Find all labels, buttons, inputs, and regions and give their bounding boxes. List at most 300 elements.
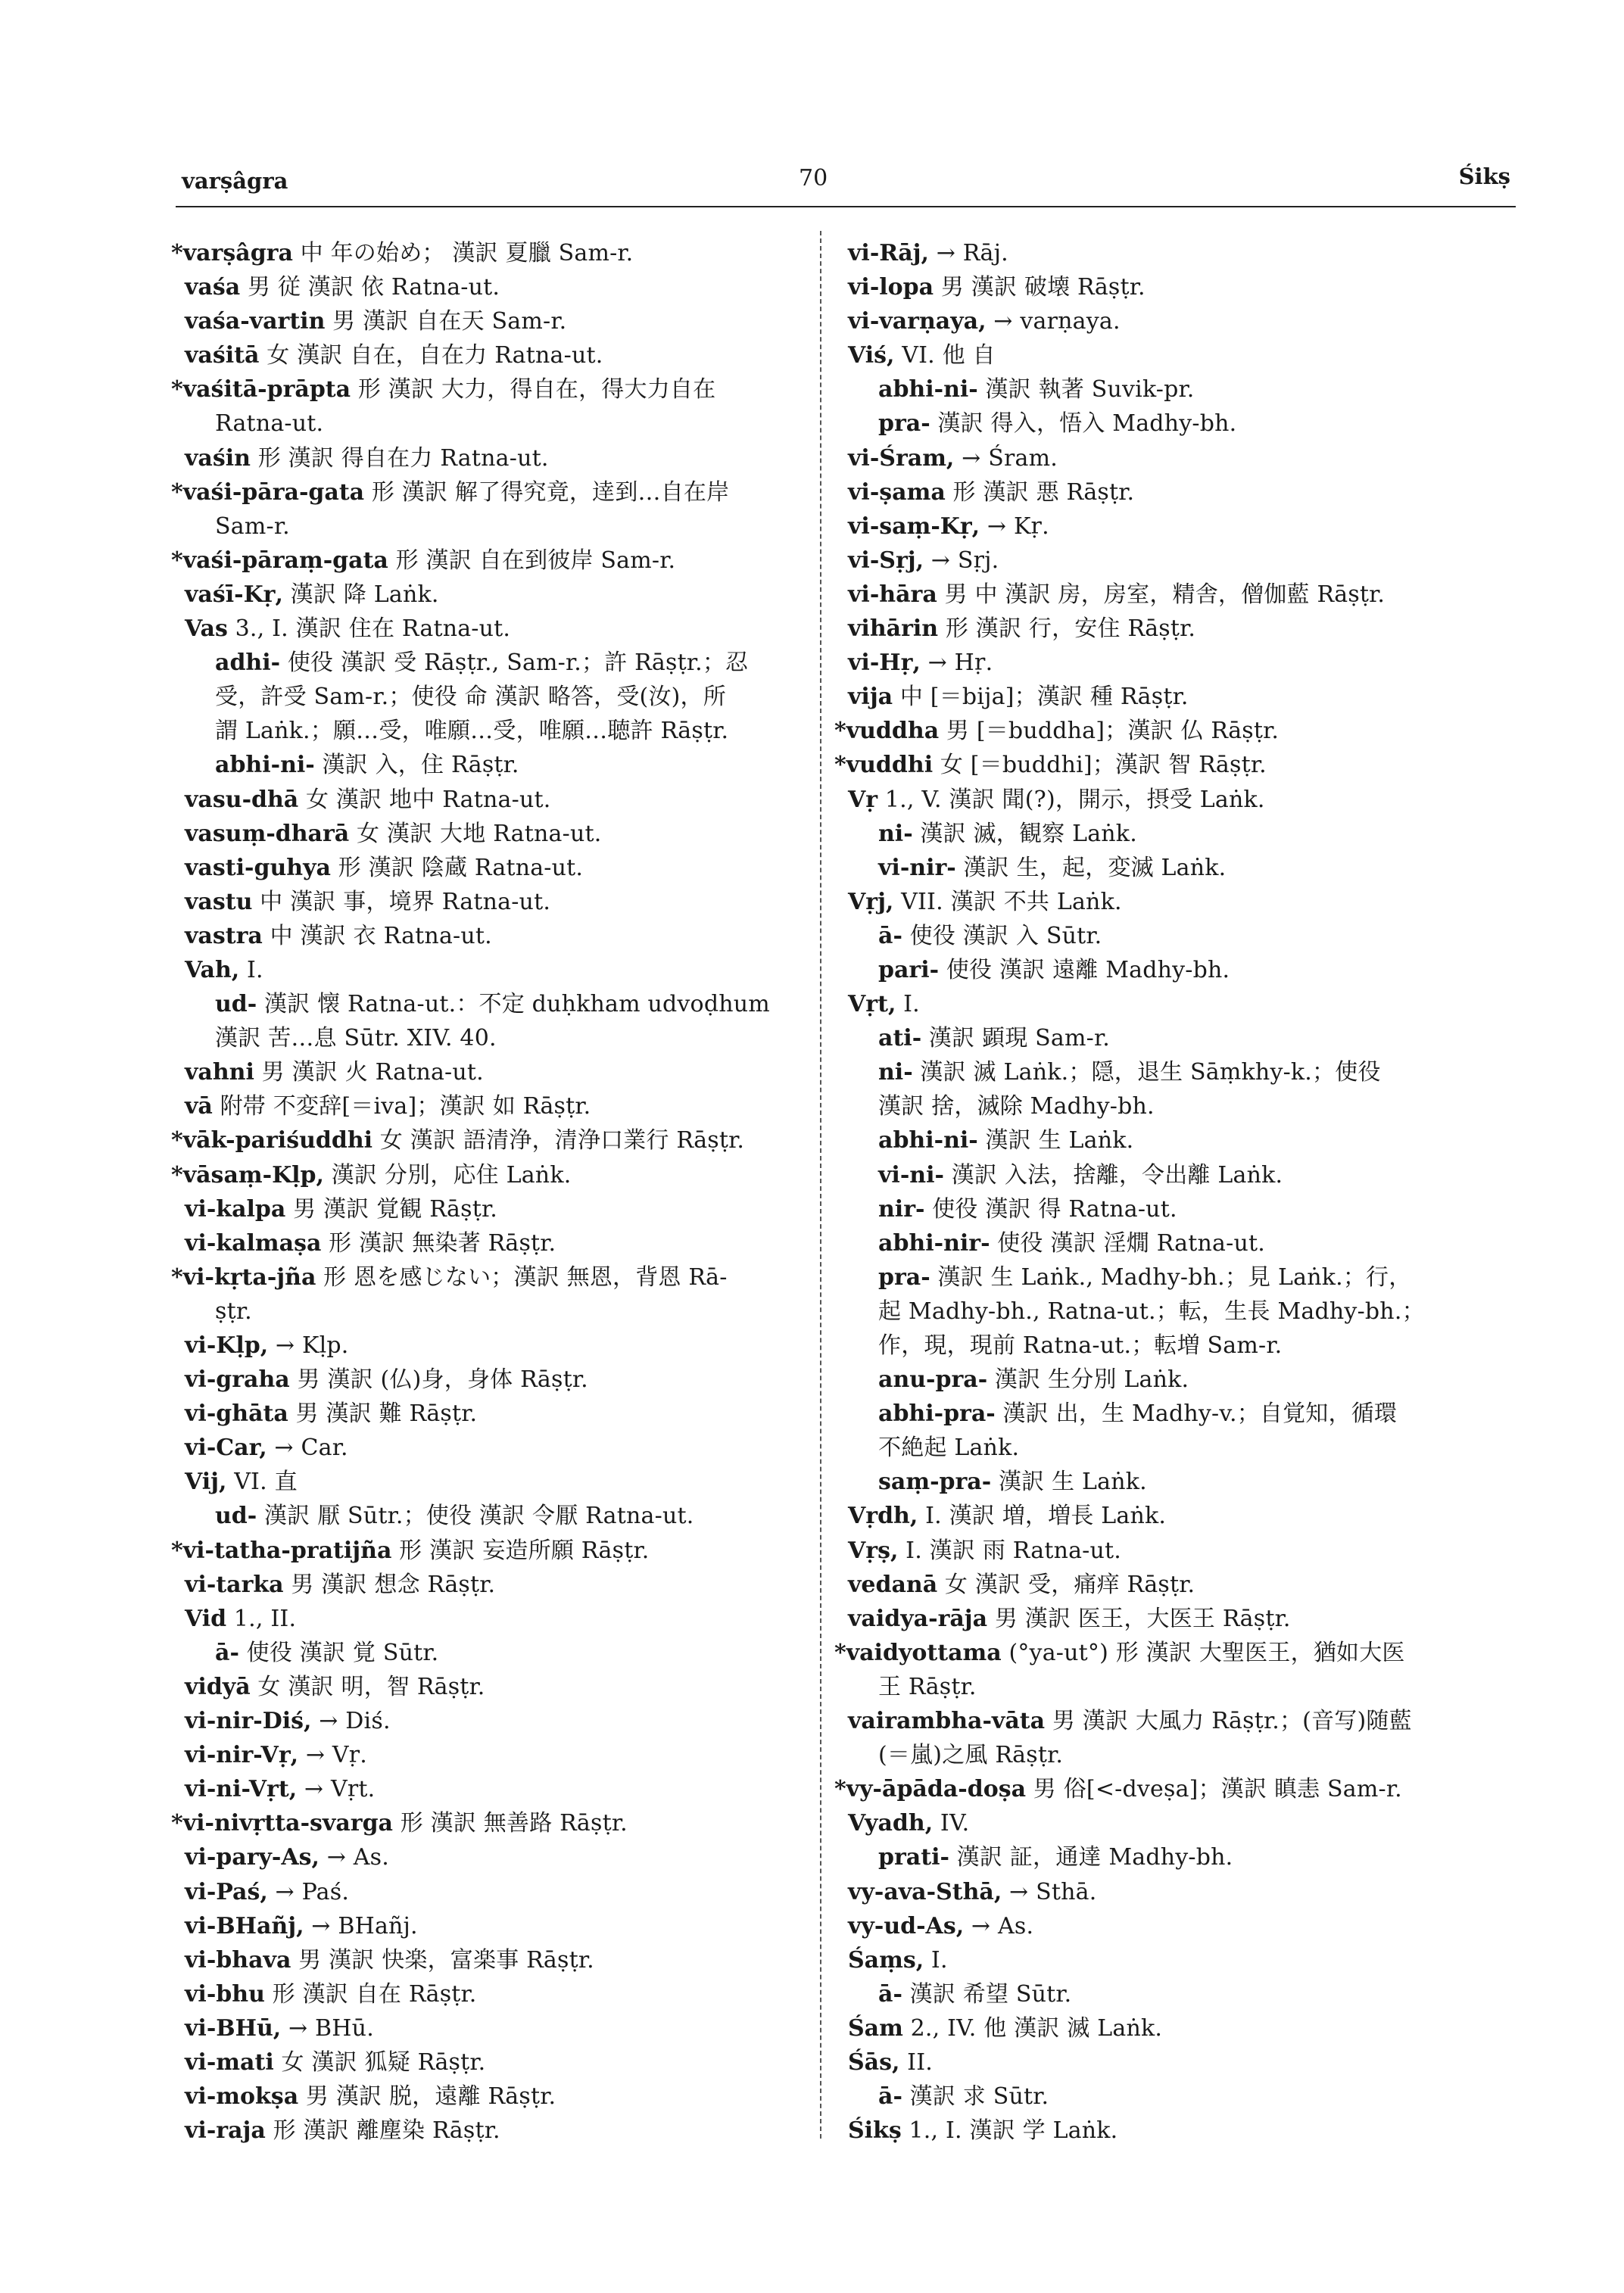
entry-headword: ud-: [215, 991, 257, 1018]
entry-definition: 漢訳 生 Laṅk.: [991, 1469, 1147, 1496]
entry-headword: vedanā: [848, 1571, 938, 1598]
entry-headword: *vaśi-pāra-gata: [171, 478, 365, 506]
entry-definition: 男 [＝buddha]；漢訳 仏 Rāṣṭr.: [939, 718, 1280, 745]
entry-line: [834, 1840, 1485, 1874]
entry-line: [171, 1294, 800, 1329]
entry-line: [834, 304, 1485, 338]
entry-headword: vi-pary-As,: [185, 1844, 320, 1871]
entry-definition: 形 恩を感じない；漢訳 無恩，背恩 Rā-: [316, 1263, 728, 1291]
entry-headword: vi-Śram,: [848, 444, 955, 472]
entry-definition: ṣṭr.: [215, 1298, 252, 1325]
entry-line: [834, 1397, 1485, 1431]
entry-line: [834, 2045, 1485, 2080]
entry-headword: nir-: [878, 1195, 925, 1223]
entry-definition: → As.: [964, 1912, 1034, 1939]
entry-line: [834, 2114, 1485, 2148]
entry-definition: 女 漢訳 狐疑 Rāṣṭr.: [273, 2048, 486, 2076]
entry-headword: abhi-ni-: [215, 752, 315, 779]
entry-line: [834, 1704, 1485, 1738]
entry-definition: 形 漢訳 自在 Rāṣṭr.: [264, 1980, 477, 2008]
entry-definition: 形 漢訳 離塵染 Rāṣṭr.: [265, 2117, 500, 2145]
entry-line: [171, 1636, 800, 1670]
entry-definition: 受，許受 Sam-r.；使役 命 漢訳 略答，受(汝)，所: [215, 684, 726, 711]
entry-definition: 漢訳 滅，観察 Laṅk.: [912, 820, 1137, 847]
entry-definition: 中 年の始め； 漢訳 夏臘 Sam-r.: [292, 240, 634, 266]
entry-definition: → Diś.: [311, 1708, 391, 1735]
entry-definition: 漢訳 捨，滅除 Madhy-bh.: [878, 1093, 1155, 1120]
entry-line: [171, 1431, 800, 1465]
entry-headword: abhi-nir-: [878, 1229, 990, 1257]
entry-definition: II.: [899, 2048, 934, 2076]
entry-definition: 漢訳 入法，捨離，令出離 Laṅk.: [943, 1161, 1283, 1189]
entry-line: [834, 1260, 1485, 1294]
entry-headword: vi-lopa: [848, 274, 934, 301]
entry-definition: 漢訳 懐 Ratna-ut.：不定 duḥkham udvoḍhum: [257, 991, 770, 1018]
entry-definition: 使役 漢訳 受 Rāṣṭr., Sam-r.；許 Rāṣṭr.；忍: [280, 650, 749, 677]
column-divider: [820, 231, 821, 2139]
entry-line: [171, 2080, 800, 2114]
entry-definition: 漢訳 執著 Suvik-pr.: [977, 376, 1195, 403]
entry-line: [171, 1465, 800, 1499]
entry-definition: 漢訳 生 Laṅk., Madhy-bh.；見 Laṅk.；行，: [930, 1263, 1412, 1291]
entry-definition: VII. 漢訳 不共 Laṅk.: [893, 888, 1122, 915]
entry-line: [171, 783, 800, 817]
entry-headword: vastu: [185, 888, 253, 915]
entry-line: [834, 236, 1485, 270]
entry-headword: Vas: [185, 615, 228, 643]
entry-definition: 漢訳 苦…息 Sūtr. XIV. 40.: [215, 1025, 497, 1052]
entry-headword: ā-: [215, 1639, 239, 1666]
entry-definition: 附帯 不変辞[＝iva]；漢訳 如 Rāṣṭr.: [212, 1093, 591, 1120]
entry-line: [834, 1363, 1485, 1397]
entry-headword: vi-Paś,: [185, 1878, 268, 1905]
entry-headword: ud-: [215, 1503, 257, 1530]
entry-headword: vaidya-rāja: [848, 1605, 988, 1632]
entry-headword: Vyadh,: [848, 1810, 934, 1837]
entry-headword: vi-ni-Vṛt,: [185, 1776, 298, 1803]
entry-headword: vasu-dhā: [185, 786, 299, 813]
entry-headword: vi-ṣama: [848, 478, 946, 506]
entry-line: [171, 372, 800, 407]
entry-definition: 形 漢訳 得自在力 Ratna-ut.: [250, 444, 549, 472]
entry-definition: 漢訳 求 Sūtr.: [902, 2083, 1049, 2111]
entry-line: [171, 1499, 800, 1533]
entry-line: [171, 885, 800, 919]
entry-definition: 1., V. 漢訳 聞(?)，開示，摂受 Laṅk.: [877, 786, 1265, 813]
entry-line: [171, 1534, 800, 1568]
entry-definition: 漢訳 生分別 Laṅk.: [987, 1366, 1189, 1394]
entry-headword: vastra: [185, 922, 263, 949]
entry-definition: 男 俗[<-dveṣa]；漢訳 瞋恚 Sam-r.: [1026, 1776, 1402, 1803]
entry-line: [834, 1123, 1485, 1157]
entry-definition: I. 漢訳 雨 Ratna-ut.: [898, 1537, 1122, 1564]
entry-definition: 3., I. 漢訳 住在 Ratna-ut.: [227, 615, 511, 643]
entry-line: [171, 817, 800, 851]
entry-headword: Vah,: [185, 956, 240, 983]
entry-definition: 形 漢訳 行，安住 Rāṣṭr.: [938, 615, 1196, 643]
entry-line: [834, 1499, 1485, 1533]
entry-headword: vasuṃ-dharā: [185, 820, 350, 847]
entry-line: [171, 714, 800, 748]
entry-definition: → Śram.: [954, 444, 1058, 472]
entry-definition: → Kḷp.: [268, 1332, 349, 1359]
entry-line: [834, 407, 1485, 441]
entry-line: [171, 2114, 800, 2148]
entry-definition: 女 [＝buddhi]；漢訳 智 Rāṣṭr.: [933, 752, 1267, 779]
entry-definition: 男 漢訳 (仏)身，身体 Rāṣṭr.: [289, 1366, 588, 1394]
entry-line: [834, 1772, 1485, 1806]
entry-definition: 漢訳 得入，悟入 Madhy-bh.: [930, 410, 1237, 438]
entry-line: [171, 1260, 800, 1294]
entry-definition: 漢訳 出，生 Madhy-v.；自覚知，循環: [995, 1400, 1398, 1428]
entry-headword: *vy-āpāda-doṣa: [834, 1776, 1027, 1803]
entry-line: [834, 1021, 1485, 1055]
entry-headword: *varṣâgra: [171, 240, 293, 266]
entry-definition: 漢訳 滅 Laṅk.；隠，退生 Sāṃkhy-k.；使役: [912, 1059, 1381, 1086]
entry-definition: 漢訳 降 Laṅk.: [282, 581, 439, 608]
entry-line: [834, 1670, 1485, 1704]
entry-line: [834, 851, 1485, 885]
entry-definition: I. 漢訳 増，増長 Laṅk.: [918, 1503, 1167, 1530]
entry-definition: 不絶起 Laṅk.: [878, 1435, 1020, 1462]
entry-line: [171, 1840, 800, 1874]
entry-headword: abhi-pra-: [878, 1400, 996, 1428]
entry-line: [171, 407, 800, 441]
entry-line: [834, 885, 1485, 919]
entry-headword: Vṛ: [848, 786, 878, 813]
entry-headword: vi-hāra: [848, 581, 937, 608]
entry-headword: prati-: [878, 1844, 949, 1871]
entry-definition: I.: [896, 991, 920, 1018]
entry-line: [171, 851, 800, 885]
entry-line: [834, 1534, 1485, 1568]
entry-line: [171, 2011, 800, 2045]
entry-line: [171, 1602, 800, 1636]
entry-definition: 起 Madhy-bh., Ratna-ut.；転，生長 Madhy-bh.；: [878, 1298, 1425, 1325]
entry-headword: vi-Car,: [185, 1435, 267, 1462]
entry-headword: vairambha-vāta: [848, 1708, 1046, 1735]
entry-line: [171, 1226, 800, 1260]
entry-definition: 男 漢訳 難 Rāṣṭr.: [288, 1400, 478, 1428]
entry-definition: Sam-r.: [215, 512, 290, 540]
entry-definition: 謂 Laṅk.；願…受，唯願…受，唯願…聴許 Rāṣṭr.: [215, 718, 729, 745]
entry-headword: vi-ghāta: [185, 1400, 288, 1428]
entry-line: [834, 1226, 1485, 1260]
entry-definition: → Vṛt.: [297, 1776, 376, 1803]
entry-definition: 中 [＝bija]；漢訳 種 Rāṣṭr.: [893, 684, 1189, 711]
entry-line: [834, 919, 1485, 953]
entry-line: [834, 1294, 1485, 1329]
entry-line: [834, 1636, 1485, 1670]
entry-headword: Vṛṣ,: [848, 1537, 899, 1564]
entry-headword: Śikṣ: [848, 2117, 902, 2145]
entry-headword: vi-ni-: [878, 1161, 944, 1189]
entry-headword: abhi-ni-: [878, 376, 978, 403]
entry-headword: Śās,: [848, 2048, 900, 2076]
entry-definition: 形 漢訳 大力，得自在，得大力自在: [351, 376, 716, 403]
entry-definition: → Kṛ.: [980, 512, 1049, 540]
entry-line: [834, 509, 1485, 544]
entry-headword: *vuddha: [834, 718, 940, 745]
entry-definition: 王 Rāṣṭr.: [878, 1673, 977, 1700]
entry-headword: Viś,: [848, 342, 895, 369]
entry-line: [834, 2011, 1485, 2045]
entry-definition: 形 漢訳 自在到彼岸 Sam-r.: [388, 547, 676, 574]
entry-headword: ati-: [878, 1025, 922, 1052]
entry-definition: 2., IV. 他 漢訳 滅 Laṅk.: [902, 2014, 1163, 2042]
entry-headword: vahni: [185, 1059, 254, 1086]
entry-definition: 女 漢訳 明，智 Rāṣṭr.: [250, 1673, 485, 1700]
entry-headword: vi-Hṛ,: [848, 650, 921, 677]
entry-headword: vaśī-Kṛ,: [185, 581, 283, 608]
entry-definition: 女 漢訳 自在，自在力 Ratna-ut.: [259, 342, 603, 369]
entry-line: [834, 680, 1485, 714]
entry-headword: Vij,: [185, 1469, 227, 1496]
entry-headword: ā-: [878, 1980, 902, 2008]
entry-headword: Śaṃs,: [848, 1946, 924, 1974]
entry-definition: IV.: [933, 1810, 970, 1837]
entry-headword: *vaśi-pāraṃ-gata: [171, 547, 388, 574]
header-rule: [176, 206, 1516, 207]
entry-definition: 形 漢訳 無染著 Rāṣṭr.: [321, 1229, 556, 1257]
entry-definition: 形 漢訳 解了得究竟，逹到…自在岸: [364, 478, 730, 506]
entry-line: [834, 1568, 1485, 1602]
entry-headword: ni-: [878, 1059, 913, 1086]
entry-line: [171, 748, 800, 782]
entry-definition: 中 漢訳 事，境界 Ratna-ut.: [252, 888, 551, 915]
entry-definition: → As.: [320, 1844, 390, 1871]
entry-headword: *vi-tatha-pratijña: [171, 1537, 392, 1564]
entry-definition: 男 漢訳 覚観 Rāṣṭr.: [285, 1195, 497, 1223]
entry-line: [171, 1909, 800, 1943]
entry-line: [834, 1943, 1485, 1977]
entry-definition: 男 漢訳 火 Ratna-ut.: [254, 1059, 484, 1086]
entry-headword: *vi-nivṛtta-svarga: [171, 1810, 393, 1837]
entry-definition: 形 漢訳 無善路 Rāṣṭr.: [393, 1810, 628, 1837]
entry-headword: vidyā: [185, 1673, 251, 1700]
entry-headword: vaśin: [185, 444, 251, 472]
entry-headword: adhi-: [215, 650, 281, 677]
entry-definition: 女 漢訳 地中 Ratna-ut.: [298, 786, 551, 813]
entry-line: [171, 441, 800, 475]
entry-line: [171, 544, 800, 578]
entry-line: [171, 646, 800, 680]
entry-headword: vi-BHañj,: [185, 1912, 304, 1939]
entry-line: [171, 1158, 800, 1192]
entry-definition: 男 漢訳 想念 Rāṣṭr.: [283, 1571, 496, 1598]
entry-line: [834, 1329, 1485, 1363]
entry-definition: 男 漢訳 快楽，富楽事 Rāṣṭr.: [291, 1946, 594, 1974]
entry-definition: 作，現，現前 Ratna-ut.；転増 Sam-r.: [878, 1332, 1283, 1359]
entry-definition: 漢訳 希望 Sūtr.: [902, 1980, 1072, 2008]
entry-headword: ā-: [878, 922, 902, 949]
entry-line: [834, 646, 1485, 680]
entry-definition: 漢訳 入，住 Rāṣṭr.: [314, 752, 519, 779]
entry-definition: → Vṛ.: [298, 1742, 368, 1769]
entry-line: [171, 1568, 800, 1602]
entry-line: [171, 612, 800, 646]
entry-line: [171, 1397, 800, 1431]
entry-headword: vi-saṃ-Kṛ,: [848, 512, 980, 540]
entry-line: [171, 578, 800, 612]
entry-line: [171, 2045, 800, 2080]
entry-line: [171, 270, 800, 304]
entry-headword: vi-graha: [185, 1366, 290, 1394]
entry-definition: 漢訳 分別，応住 Laṅk.: [323, 1161, 572, 1189]
entry-line: [834, 1089, 1485, 1123]
entry-headword: *vāsaṃ-Kḷp,: [171, 1161, 324, 1189]
entry-line: [171, 1977, 800, 2011]
entry-line: [171, 1123, 800, 1157]
entry-headword: ā-: [878, 2083, 902, 2111]
entry-definition: 中 漢訳 衣 Ratna-ut.: [262, 922, 492, 949]
entry-line: [834, 338, 1485, 372]
entry-definition: I.: [924, 1946, 948, 1974]
entry-headword: vi-Kḷp,: [185, 1332, 269, 1359]
entry-line: [834, 1158, 1485, 1192]
entry-headword: pra-: [878, 1263, 930, 1291]
entry-definition: (°ya-ut°) 形 漢訳 大聖医王，猶如大医: [1001, 1639, 1405, 1666]
entry-definition: 使役 漢訳 淫燗 Ratna-ut.: [990, 1229, 1265, 1257]
entry-line: [171, 1329, 800, 1363]
entry-headword: vi-raja: [185, 2117, 266, 2145]
entry-definition: 漢訳 生，起，変滅 Laṅk.: [955, 854, 1227, 881]
entry-definition: I.: [239, 956, 263, 983]
entry-definition: 男 漢訳 自在天 Sam-r.: [325, 308, 567, 335]
entry-headword: vi-kalmaṣa: [185, 1229, 322, 1257]
entry-headword: vi-tarka: [185, 1571, 284, 1598]
entry-headword: vi-nir-Vṛ,: [185, 1742, 299, 1769]
entry-line: [171, 1089, 800, 1123]
entry-headword: vi-mati: [185, 2048, 274, 2076]
entry-line: [171, 953, 800, 987]
entry-definition: 1., II.: [226, 1605, 297, 1632]
entry-definition: → Hṛ.: [920, 650, 993, 677]
entry-headword: Śam: [848, 2014, 903, 2042]
entry-headword: Vṛt,: [848, 991, 896, 1018]
entry-definition: 形 漢訳 陰蔵 Ratna-ut.: [330, 854, 584, 881]
entry-definition: 男 漢訳 大風力 Rāṣṭr.；(音写)随藍: [1045, 1708, 1412, 1735]
entry-headword: pra-: [878, 410, 930, 438]
entry-headword: vi-mokṣa: [185, 2083, 299, 2111]
entry-line: [834, 1875, 1485, 1909]
entry-headword: vi-varṇaya,: [848, 308, 987, 335]
entry-definition: Ratna-ut.: [215, 410, 324, 438]
entry-line: [171, 1943, 800, 1977]
entry-line: [171, 1738, 800, 1772]
entry-definition: 男 中 漢訳 房，房室，精舎，僧伽藍 Rāṣṭr.: [937, 581, 1386, 608]
entry-definition: → Rāj.: [928, 240, 1008, 266]
entry-line: [171, 1192, 800, 1226]
entry-line: [171, 1704, 800, 1738]
entry-definition: → Sthā.: [1002, 1878, 1097, 1905]
entry-line: [171, 1772, 800, 1806]
entry-line: [834, 441, 1485, 475]
left-column: [171, 236, 800, 2148]
entry-definition: 形 漢訳 悪 Rāṣṭr.: [945, 478, 1135, 506]
entry-line: [171, 304, 800, 338]
entry-headword: *vuddhi: [834, 752, 934, 779]
entry-definition: VI. 直: [226, 1469, 298, 1496]
entry-line: [171, 1021, 800, 1055]
entry-headword: vi-BHū,: [185, 2014, 282, 2042]
entry-definition: → Sṛj.: [924, 547, 999, 574]
right-column: [834, 236, 1485, 2148]
entry-line: [834, 2080, 1485, 2114]
entry-headword: vaśa: [185, 274, 241, 301]
entry-definition: 漢訳 顕現 Sam-r.: [921, 1025, 1110, 1052]
entry-line: [171, 1363, 800, 1397]
entry-definition: 男 従 漢訳 依 Ratna-ut.: [240, 274, 500, 301]
entry-line: [834, 475, 1485, 509]
entry-definition: 女 漢訳 語清浄，清浄口業行 Rāṣṭr.: [372, 1127, 745, 1154]
entry-definition: 形 漢訳 妄造所願 Rāṣṭr.: [391, 1537, 650, 1564]
entry-definition: 漢訳 証，通達 Madhy-bh.: [949, 1844, 1233, 1871]
entry-headword: vi-nir-: [878, 854, 956, 881]
entry-line: [834, 1055, 1485, 1089]
entry-headword: vi-kalpa: [185, 1195, 286, 1223]
entry-headword: vihārin: [848, 615, 939, 643]
entry-definition: 使役 漢訳 覚 Sūtr.: [238, 1639, 439, 1666]
entry-line: [834, 987, 1485, 1021]
entry-definition: → Paś.: [267, 1878, 350, 1905]
entry-headword: vi-bhu: [185, 1980, 265, 2008]
entry-line: [171, 338, 800, 372]
entry-headword: vā: [185, 1093, 213, 1120]
entry-headword: vi-bhava: [185, 1946, 291, 1974]
header-right-guide-word: Śikṣ: [1458, 164, 1510, 189]
entry-line: [834, 372, 1485, 407]
entry-line: [834, 612, 1485, 646]
page-number: 70: [799, 165, 828, 192]
entry-line: [834, 1192, 1485, 1226]
entry-definition: 女 漢訳 大地 Ratna-ut.: [349, 820, 602, 847]
entry-line: [834, 817, 1485, 851]
entry-line: [171, 987, 800, 1021]
entry-headword: pari-: [878, 956, 940, 983]
entry-line: [171, 509, 800, 544]
entry-line: [171, 1875, 800, 1909]
entry-headword: vasti-guhya: [185, 854, 331, 881]
entry-line: [834, 1909, 1485, 1943]
entry-line: [834, 1602, 1485, 1636]
entry-definition: 漢訳 生 Laṅk.: [977, 1127, 1134, 1154]
entry-headword: vi-nir-Diś,: [185, 1708, 312, 1735]
entry-definition: → BHañj.: [304, 1912, 418, 1939]
entry-headword: Vid: [185, 1605, 227, 1632]
entry-line: [834, 544, 1485, 578]
entry-definition: VI. 他 自: [894, 342, 996, 369]
entry-definition: 使役 漢訳 入 Sūtr.: [902, 922, 1102, 949]
entry-line: [834, 714, 1485, 748]
entry-line: [171, 236, 800, 270]
entry-definition: 使役 漢訳 遠離 Madhy-bh.: [939, 956, 1230, 983]
entry-line: [834, 1738, 1485, 1772]
entry-line: [834, 1977, 1485, 2011]
entry-line: [171, 919, 800, 953]
entry-headword: vi-Sṛj,: [848, 547, 924, 574]
entry-definition: 男 漢訳 破壊 Rāṣṭr.: [934, 274, 1146, 301]
entry-definition: → BHū.: [281, 2014, 374, 2042]
entry-headword: ni-: [878, 820, 913, 847]
entry-definition: (＝嵐)之風 Rāṣṭr.: [878, 1742, 1064, 1769]
entry-headword: vaśitā: [185, 342, 260, 369]
entry-definition: 漢訳 厭 Sūtr.；使役 漢訳 令厭 Ratna-ut.: [257, 1503, 694, 1530]
entry-headword: vi-Rāj,: [848, 240, 929, 266]
entry-headword: *vaidyottama: [834, 1639, 1002, 1666]
entry-line: [834, 1806, 1485, 1840]
entry-headword: abhi-ni-: [878, 1127, 978, 1154]
